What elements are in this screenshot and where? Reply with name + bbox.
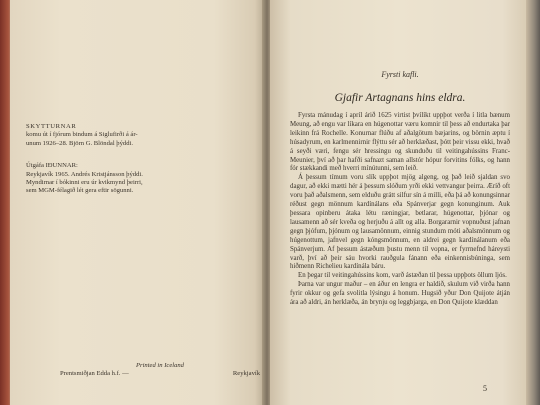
printed-in-label: Printed in Iceland bbox=[136, 362, 184, 369]
paragraph: Þarna var ungur maður – en áður en lengra er haldið, skulum við virða hann fyrir okkur og gefa svolitla lýsingu á honum. Hugsið yður Don Quijote átján ára að aldri, án herklæða, án brynju og leggbjarga, en Don Quijote klæddan bbox=[290, 281, 510, 307]
printer-name: Prentsmiðjan Edda h.f. — bbox=[60, 370, 129, 378]
chapter-heading: Fyrsti kafli. bbox=[381, 70, 419, 79]
credits-line: unum 1926–28. Björn G. Blöndal þýddi. bbox=[26, 139, 133, 147]
printer-city: Reykjavík bbox=[232, 370, 260, 378]
credits-block bbox=[26, 123, 196, 196]
edition-line: Útgáfa IÐUNNAR: bbox=[26, 162, 78, 170]
page-number: 5 bbox=[483, 384, 487, 393]
paragraph: Fyrsta mánudag í apríl árið 1625 virtist þvílíkt uppþot verða í litla bænum Meung, að engu var líkara en húgenottar væru komnir til þess að endurtaka þar leikinn frá Rochelle. Konurnar flúðu af aðalgötum bæjarins, og börnin æptu í húsadyrum, en karlmennirnir flýttu sér að herklæðast, þótt þeir vissu ekki, hvað á seyði væri, fengu sér hressingu og skunduðu til veitingahússins Franc-Meunier, því að þar hafði safnazt saman allstór hópur forvitins fólks, og hann fór stækkandi með hverri mínútunni, sem leið. bbox=[290, 112, 510, 173]
printer-line bbox=[60, 370, 260, 378]
paragraph: Á þessum tímum voru slík uppþot mjög algeng, og það leið sjaldan svo dagur, að ekki mætti hér á þessum slóðum yrði ekki vettvangur þeirra. Æríð oft voru það aðalsmenn, sem elduðu grátt silfur sín á milli, eða þá að konungsinnar réðust gegn mönnum kardínálans eða Spánverjar gegn konunginum. Auk þessara opinberu átaka létu ræningjar, betlarar, húgenottar, þjónar og lausamenn að sér kveða og herjuðu á allt og alla. Borgararnir vopnuðust jafnan gegn þjófum, þjónum og lausamönnum, einnig stundum móti aðalsmönnum og húgenottum, jafnvel gegn kóngsmönnum, en aldrei gegn kardínálanum eða Spánverjum. Af þessum ástæðum þustu menn til vopna, er fyrrnefnd háreysti varð, því að þeir sáu hvorki rauðgula fánann eða einkennisbúninga, sem hiðmenn Richelieu kardínála báru. bbox=[290, 174, 510, 271]
credits-line: SKYTTURNAR bbox=[26, 123, 77, 130]
chapter-title: Gjafir Artagnans hins eldra. bbox=[334, 92, 466, 104]
edition-line: Myndirnar í bókinni eru úr kvikmynd þeirri, bbox=[26, 179, 143, 187]
credits-line: komu út í fjórum bindum á Siglufirði á ár- bbox=[26, 131, 138, 139]
edition-line: Reykjavík 1965. Andrés Kristjánsson þýddi. bbox=[26, 170, 143, 178]
book-page-edges-right bbox=[526, 0, 540, 405]
body-text bbox=[290, 112, 510, 308]
edition-line: sem MGM-félagið lét gera eftir sögunni. bbox=[26, 187, 134, 195]
imprint-block bbox=[60, 362, 260, 379]
left-page bbox=[10, 0, 265, 405]
paragraph: En þegar til veitingahússins kom, varð ástæðan til þessa uppþots öllum ljós. bbox=[298, 272, 507, 280]
